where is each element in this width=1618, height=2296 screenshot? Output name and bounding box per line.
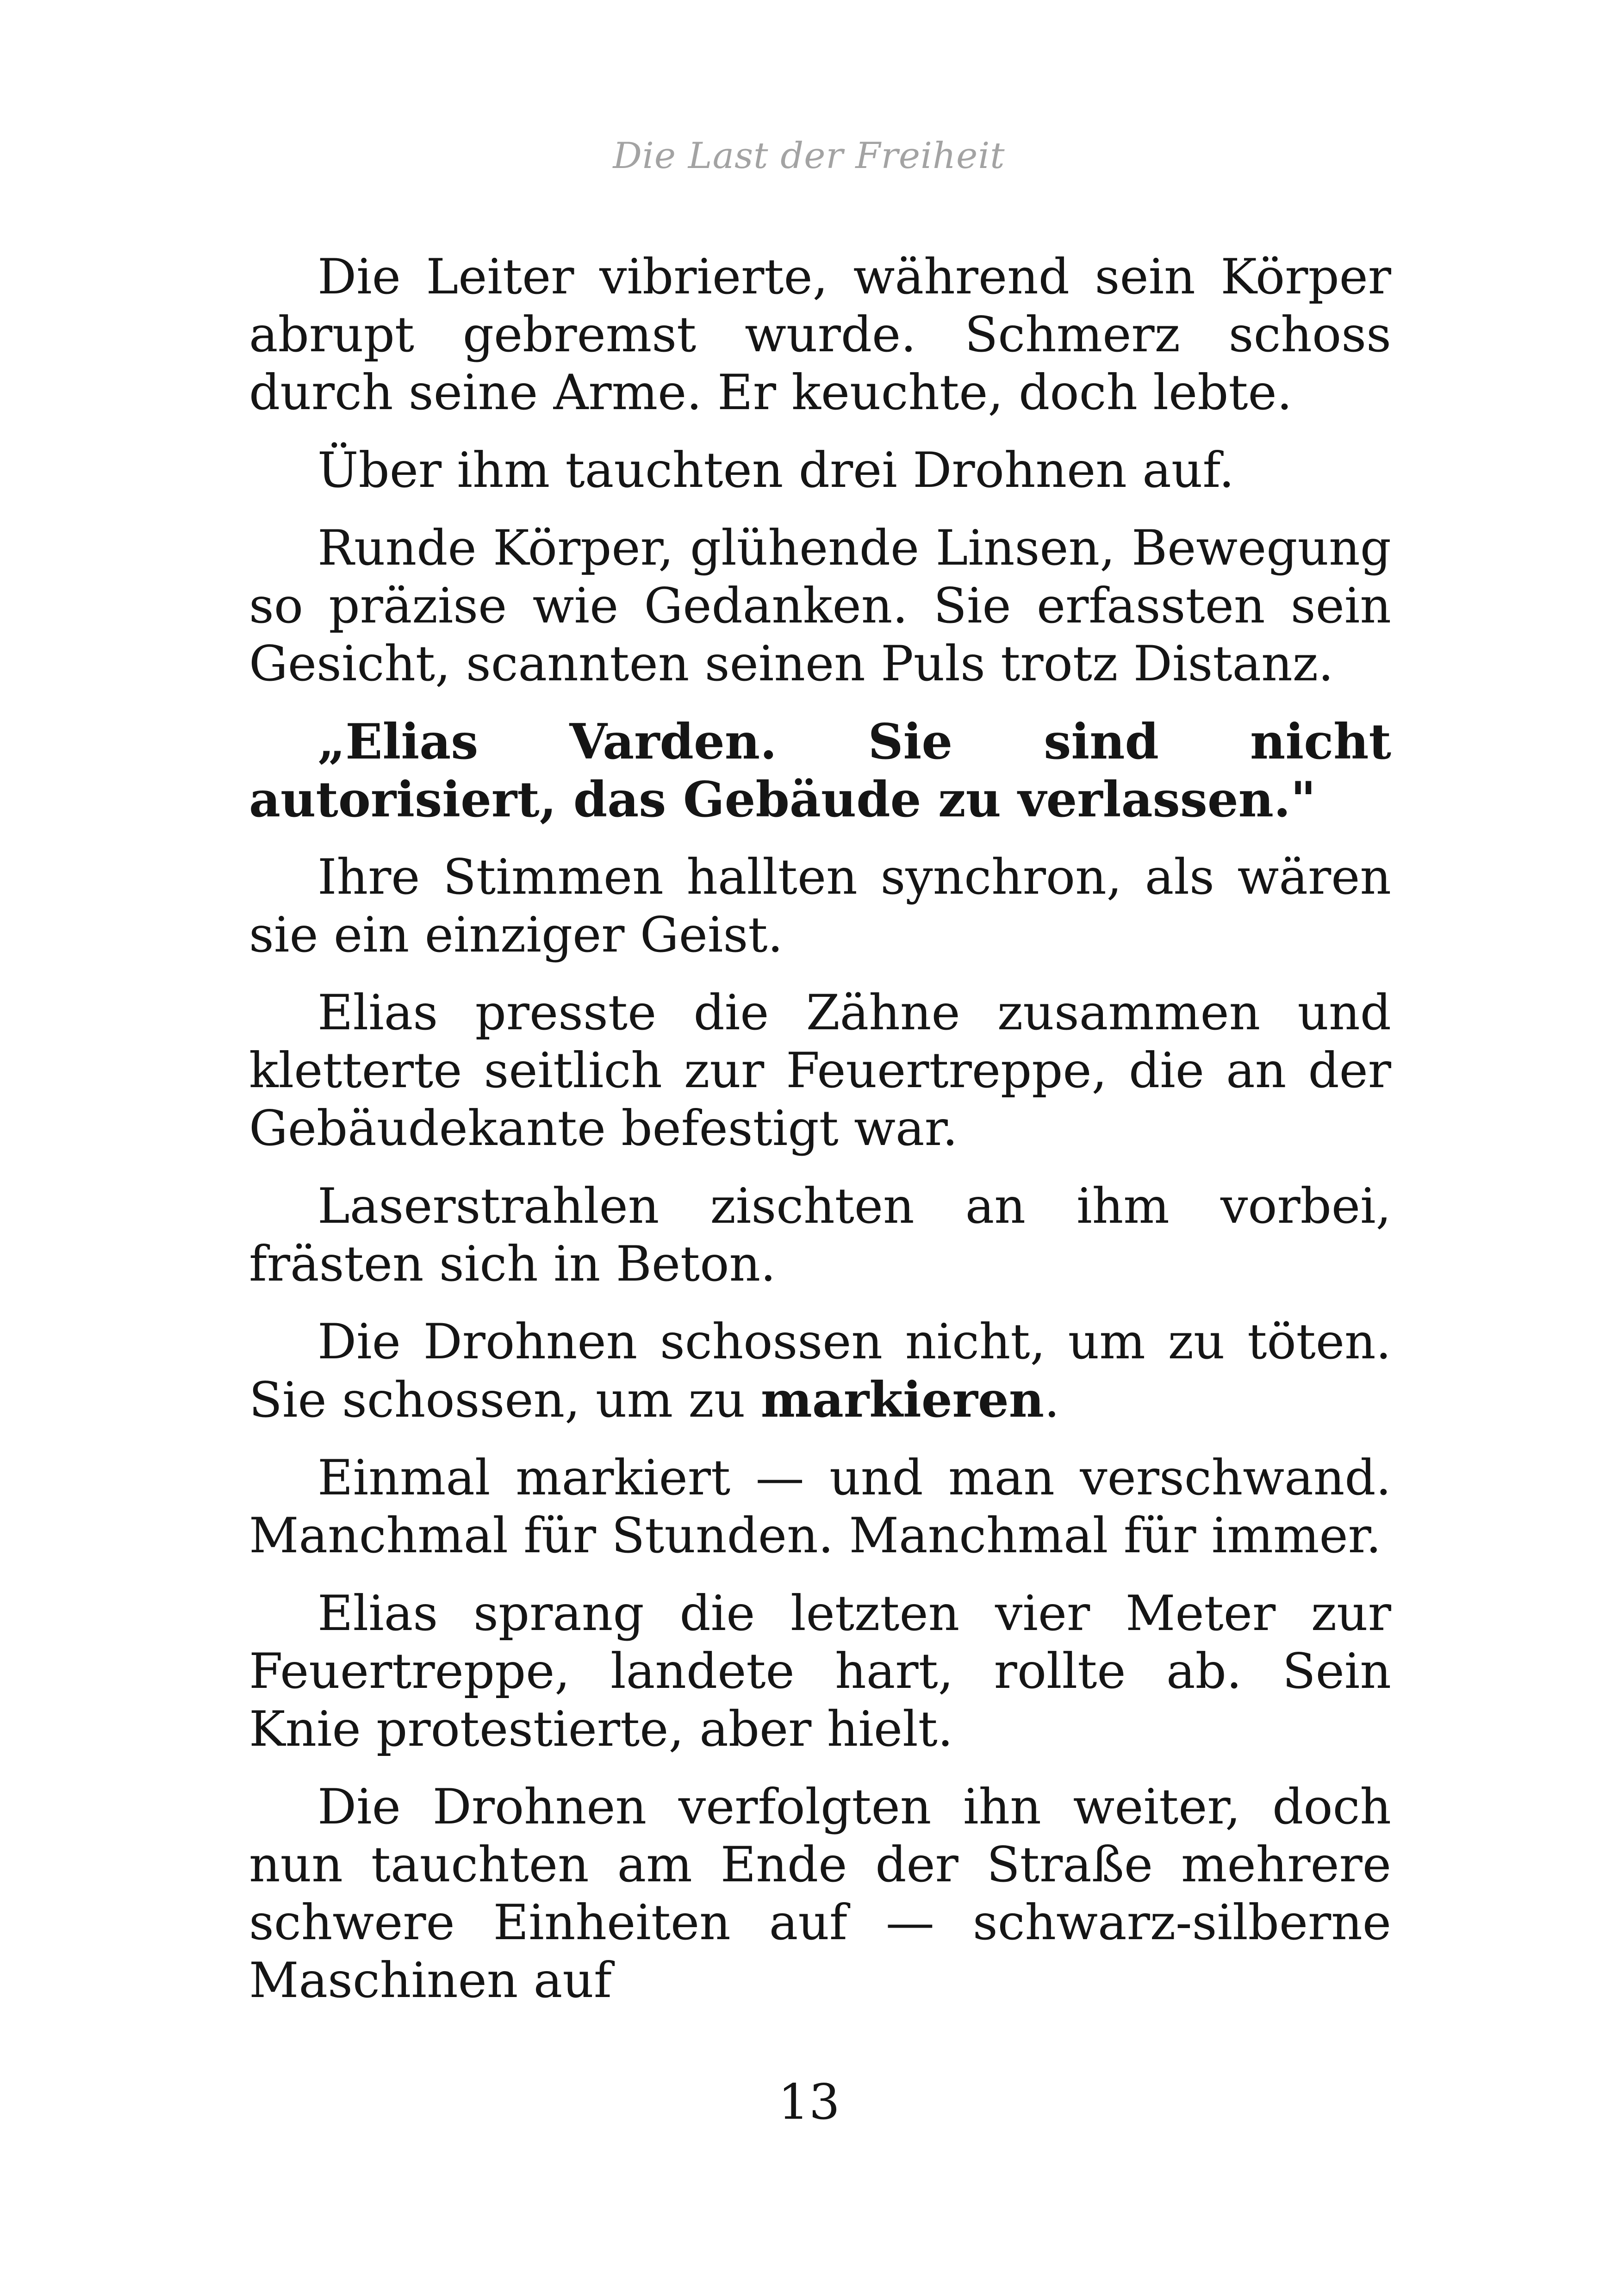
paragraph: Elias sprang die letzten vier Meter zur Feuertreppe, landete hart, rollte ab. Sein Knie protestierte, aber hielt. bbox=[249, 1585, 1391, 1757]
paragraph: Runde Körper, glühende Linsen, Bewegung so präzise wie Gedanken. Sie erfassten sein Gesicht, scannten seinen Puls trotz Distanz. bbox=[249, 520, 1391, 692]
paragraph: Elias presste die Zähne zusammen und kletterte seitlich zur Feuertreppe, die an der Gebäudekante befestigt war. bbox=[249, 984, 1391, 1157]
paragraph: Über ihm tauchten drei Drohnen auf. bbox=[317, 442, 1234, 498]
paragraph bbox=[249, 1313, 1391, 1429]
body-text bbox=[249, 248, 1391, 2029]
dialogue-paragraph: „Elias Varden. Sie sind nicht autorisiert, das Gebäude zu verlassen." bbox=[249, 713, 1391, 828]
paragraph: Ihre Stimmen hallten synchron, als wären sie ein einziger Geist. bbox=[249, 849, 1391, 963]
emphasized-word: markieren bbox=[760, 1371, 1045, 1428]
paragraph: Die Drohnen verfolgten ihn weiter, doch nun tauchten am Ende der Straße mehrere schwere Einheiten auf — schwarz-silberne Maschinen auf bbox=[249, 1779, 1391, 2009]
paragraph: Laserstrahlen zischten an ihm vorbei, frästen sich in Beton. bbox=[249, 1178, 1391, 1292]
paragraph: Die Leiter vibrierte, während sein Körper abrupt gebremst wurde. Schmerz schoss durch seine Arme. Er keuchte, doch lebte. bbox=[249, 249, 1391, 421]
running-head: Die Last der Freiheit bbox=[613, 135, 1005, 177]
paragraph-text: Die Drohnen schossen nicht, um zu töten. Sie schossen, um zu bbox=[249, 1313, 1391, 1428]
paragraph-text: . bbox=[1044, 1372, 1060, 1428]
page-number: 13 bbox=[778, 2074, 840, 2130]
paragraph: Einmal markiert — und man verschwand. Manchmal für Stunden. Manchmal für immer. bbox=[249, 1450, 1391, 1564]
